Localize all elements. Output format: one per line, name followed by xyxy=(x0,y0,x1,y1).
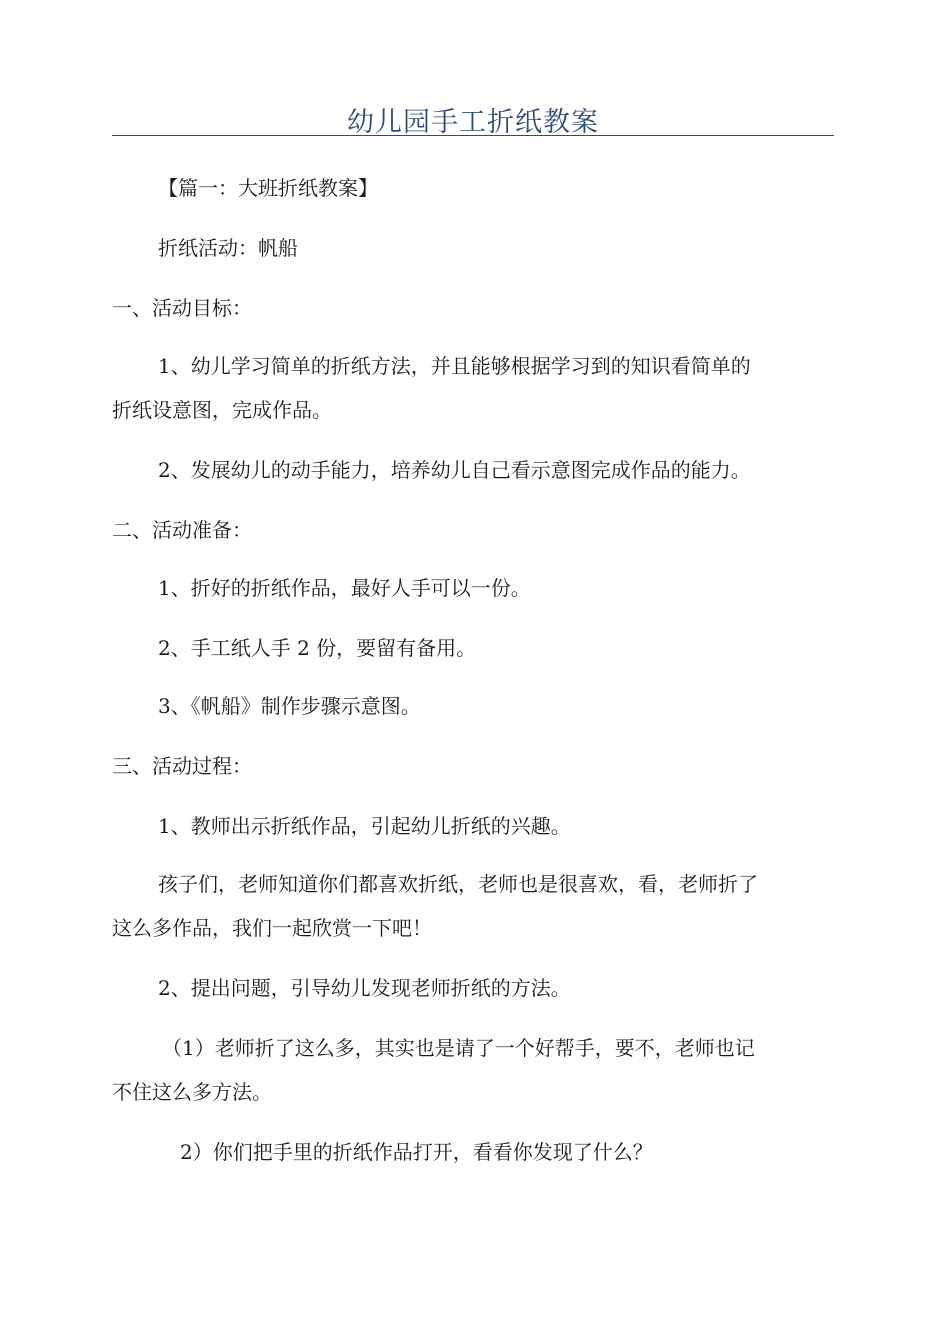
paragraph: 2、手工纸人手 2 份，要留有备用。 xyxy=(158,636,477,660)
paragraph-continuation: 折纸设意图，完成作品。 xyxy=(112,398,332,422)
paragraph: 孩子们，老师知道你们都喜欢折纸，老师也是很喜欢，看，老师折了 xyxy=(158,872,758,896)
section-heading: 三、活动过程： xyxy=(112,754,252,778)
document-title: 幼儿园手工折纸教案 xyxy=(347,107,599,138)
paragraph: 2、提出问题，引导幼儿发现老师折纸的方法。 xyxy=(158,976,571,1000)
title-underline xyxy=(112,135,834,136)
paragraph: （1）老师折了这么多，其实也是请了一个好帮手，要不，老师也记 xyxy=(162,1036,755,1060)
paragraph: 1、教师出示折纸作品，引起幼儿折纸的兴趣。 xyxy=(158,814,571,838)
paragraph: 1、幼儿学习简单的折纸方法，并且能够根据学习到的知识看简单的 xyxy=(158,354,751,378)
paragraph-continuation: 不住这么多方法。 xyxy=(112,1080,272,1104)
paragraph: 2、发展幼儿的动手能力，培养幼儿自己看示意图完成作品的能力。 xyxy=(158,458,751,482)
section-heading: 一、活动目标： xyxy=(112,296,252,320)
paragraph: 2）你们把手里的折纸作品打开，看看你发现了什么？ xyxy=(180,1140,653,1164)
section-heading: 二、活动准备： xyxy=(112,518,252,542)
paragraph-continuation: 这么多作品，我们一起欣赏一下吧！ xyxy=(112,916,432,940)
paragraph: 1、折好的折纸作品，最好人手可以一份。 xyxy=(158,576,531,600)
section-heading: 【篇一：大班折纸教案】 xyxy=(158,176,378,200)
paragraph: 3、《帆船》制作步骤示意图。 xyxy=(158,694,421,718)
paragraph: 折纸活动：帆船 xyxy=(158,236,298,260)
